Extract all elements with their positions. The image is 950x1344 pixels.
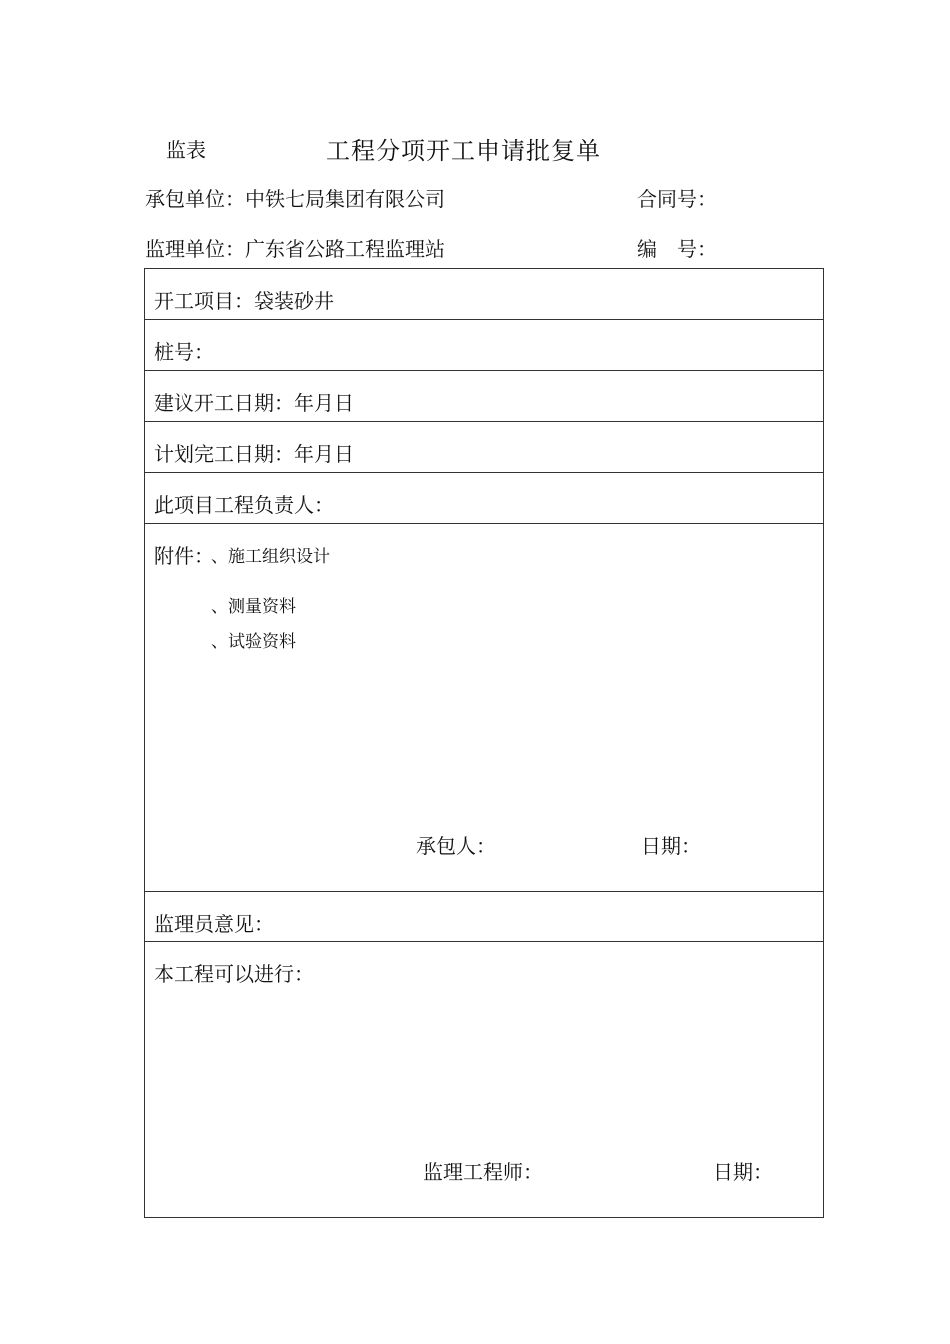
page-title: 工程分项开工申请批复单 — [326, 137, 601, 165]
engineer-signature-label: 监理工程师： — [423, 1160, 543, 1184]
attachments-label: 附件： — [154, 544, 214, 568]
approval-label: 本工程可以进行： — [154, 962, 314, 986]
proposed-start-label: 建议开工日期：年月日 — [154, 391, 354, 415]
project-label: 开工项目：袋装砂井 — [154, 289, 334, 313]
row-supervisor-opinion — [145, 892, 823, 942]
engineer-date-label: 日期： — [713, 1160, 773, 1184]
serial-number: 编 号： — [637, 237, 717, 261]
row-approval — [145, 942, 823, 1218]
row-planned-finish — [145, 422, 823, 473]
row-responsible — [145, 473, 823, 524]
attachment-item: 、测量资料 — [211, 597, 296, 617]
attachment-item: 、试验资料 — [211, 632, 296, 652]
attachment-item: 、施工组织设计 — [211, 547, 330, 567]
row-project — [145, 269, 823, 320]
row-stake — [145, 320, 823, 371]
responsible-label: 此项目工程负责人： — [154, 493, 334, 517]
supervisor-opinion-label: 监理员意见： — [154, 912, 274, 936]
contract-number: 合同号： — [637, 187, 717, 211]
contractor-signature-label: 承包人： — [416, 834, 496, 858]
contractor-unit: 承包单位：中铁七局集团有限公司 — [145, 187, 445, 211]
supervisor-unit: 监理单位：广东省公路工程监理站 — [145, 237, 445, 261]
planned-finish-label: 计划完工日期：年月日 — [154, 442, 354, 466]
contractor-date-label: 日期： — [641, 834, 701, 858]
row-proposed-start — [145, 371, 823, 422]
form-code: 监表 — [166, 138, 206, 162]
application-form-table — [144, 268, 824, 1218]
row-attachments — [145, 524, 823, 892]
stake-label: 桩号： — [154, 340, 214, 364]
